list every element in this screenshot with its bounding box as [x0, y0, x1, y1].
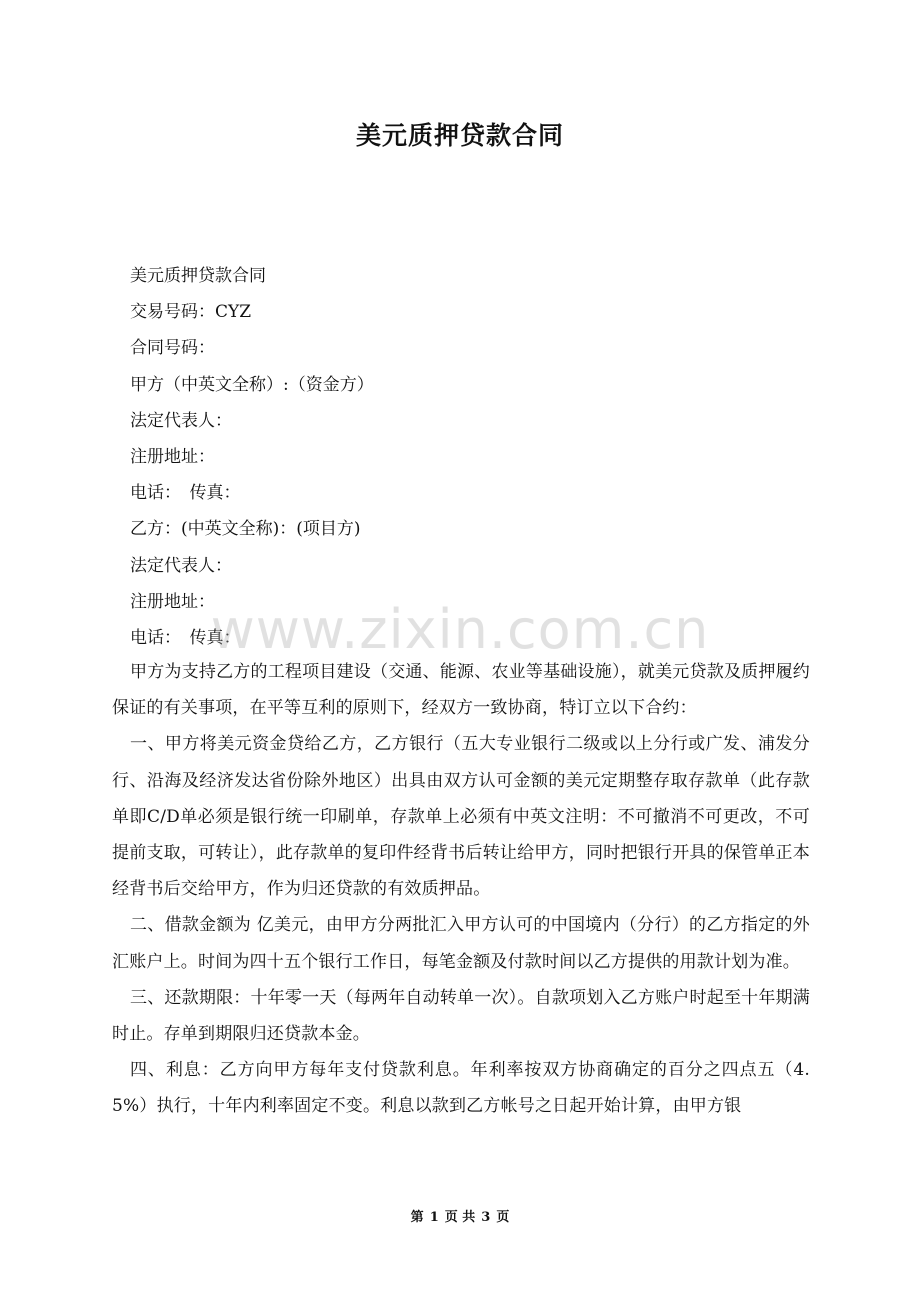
paragraph-clause-1: 一、甲方将美元资金贷给乙方，乙方银行（五大专业银行二级或以上分行或广发、浦发分行、沿海及经济发达省份除外地区）出具由双方认可金额的美元定期整存取存款单（此存款单即C/D单必须是银行统一印刷单，存款单上必须有中英文注明：不可撤消不可更改，不可提前支取，可转让），此存款单的复印件经背书后转让给甲方，同时把银行开具的保管单正本经背书后交给甲方，作为归还贷款的有效质押品。: [112, 734, 810, 900]
watermark: www.zixin.com.cn: [210, 598, 710, 661]
header-line-party-a: 甲方（中英文全称）:（资金方）: [130, 374, 374, 395]
header-line-party-b-phone-fax: 电话： 传真：: [130, 627, 241, 648]
paragraph-clause-4: 四、利息：乙方向甲方每年支付贷款利息。年利率按双方协商确定的百分之四点五（4.5%）执行，十年内利率固定不变。利息以款到乙方帐号之日起开始计算，由甲方银: [112, 1060, 810, 1117]
contract-header-fields: [130, 258, 820, 656]
footer-page-number: 1: [429, 1210, 439, 1225]
header-line-party-b-address: 注册地址：: [130, 591, 215, 612]
footer-prefix: 第: [410, 1210, 424, 1225]
footer-suffix: 页: [496, 1210, 510, 1225]
header-line-contract-number: 合同号码：: [130, 338, 215, 359]
header-line-transaction-number: 交易号码：CYZ: [130, 302, 252, 323]
header-line-party-a-phone-fax: 电话： 传真：: [130, 483, 241, 504]
footer-middle: 页 共: [444, 1210, 476, 1225]
footer-total-pages: 3: [481, 1210, 491, 1225]
header-line-party-a-representative: 法定代表人：: [130, 410, 232, 431]
page-footer: [0, 1206, 920, 1225]
header-line-party-b: 乙方：(中英文全称)：(项目方): [130, 519, 361, 540]
header-line-title: 美元质押贷款合同: [130, 266, 266, 286]
header-line-party-a-address: 注册地址：: [130, 446, 215, 467]
contract-body: [112, 654, 810, 1125]
header-line-party-b-representative: 法定代表人：: [130, 555, 232, 576]
paragraph-preamble: 甲方为支持乙方的工程项目建设（交通、能源、农业等基础设施），就美元贷款及质押履约保证的有关事项，在平等互利的原则下，经双方一致协商，特订立以下合约：: [112, 662, 810, 719]
paragraph-clause-2: 二、借款金额为 亿美元，由甲方分两批汇入甲方认可的中国境内（分行）的乙方指定的外汇账户上。时间为四十五个银行工作日，每笔金额及付款时间以乙方提供的用款计划为准。: [112, 915, 810, 972]
document-title: 美元质押贷款合同: [355, 121, 564, 150]
paragraph-clause-3: 三、还款期限：十年零一天（每两年自动转单一次）。自款项划入乙方账户时起至十年期满时止。存单到期限归还贷款本金。: [112, 987, 810, 1045]
